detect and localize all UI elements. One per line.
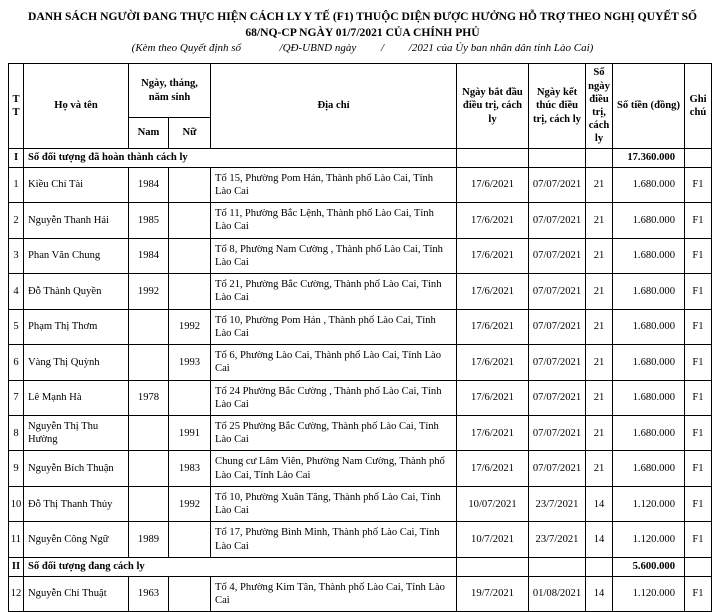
cell-nam [129,486,169,521]
cell-no: 10 [9,486,24,521]
table-row [9,167,712,202]
cell-end: 23/7/2021 [529,522,586,557]
cell-amount: 17.360.000 [613,148,685,167]
cell-days: 21 [586,380,613,415]
cell-nam: 1992 [129,274,169,309]
cell-nu [169,576,211,611]
cell-no: 2 [9,203,24,238]
cell-address: Tổ 8, Phường Nam Cường , Thành phố Lào Cai, Tỉnh Lào Cai [211,238,457,273]
cell-amount: 1.680.000 [613,274,685,309]
cell-days: 21 [586,345,613,380]
cell-start: 17/6/2021 [457,415,529,450]
cell-nu [169,167,211,202]
header-dob-male: Nam [129,117,169,148]
cell-nam: 1963 [129,576,169,611]
header-start-date: Ngày bắt đầu điều trị, cách ly [457,64,529,148]
cell-days [586,148,613,167]
header-amount: Số tiền (đồng) [613,64,685,148]
section-row [9,557,712,576]
cell-end: 07/07/2021 [529,274,586,309]
cell-days: 14 [586,522,613,557]
table-row [9,380,712,415]
cell-address: Tổ 17, Phường Bình Minh, Thành phố Lào Cai, Tỉnh Lào Cai [211,522,457,557]
cell-address: Tổ 15, Phường Pom Hán, Thành phố Lào Cai, Tỉnh Lào Cai [211,167,457,202]
cell-end [529,148,586,167]
cell-amount: 1.120.000 [613,522,685,557]
cell-address: Tổ 6, Phường Lào Cai, Thành phố Lào Cai, Tỉnh Lào Cai [211,345,457,380]
cell-no: 6 [9,345,24,380]
cell-nu: 1992 [169,309,211,344]
cell-note: F1 [685,238,712,273]
cell-no: 3 [9,238,24,273]
cell-name: Kiều Chí Tài [24,167,129,202]
cell-note: F1 [685,451,712,486]
cell-nu [169,238,211,273]
table-row [9,274,712,309]
cell-name: Nguyễn Thị Thu Hường [24,415,129,450]
cell-label: Số đối tượng đã hoàn thành cách ly [24,148,457,167]
cell-end: 07/07/2021 [529,167,586,202]
cell-address: Tổ 10, Phường Xuân Tăng, Thành phố Lào Cai, Tỉnh Lào Cai [211,486,457,521]
cell-no: 4 [9,274,24,309]
table-row [9,309,712,344]
cell-note: F1 [685,345,712,380]
table-header [9,64,712,148]
cell-end: 07/07/2021 [529,451,586,486]
header-name: Họ và tên [24,64,129,148]
cell-start: 10/07/2021 [457,486,529,521]
cell-nu: 1993 [169,345,211,380]
cell-note: F1 [685,203,712,238]
cell-days: 14 [586,576,613,611]
table-row [9,522,712,557]
cell-days: 21 [586,203,613,238]
cell-start: 17/6/2021 [457,274,529,309]
cell-no: I [9,148,24,167]
cell-amount: 1.680.000 [613,380,685,415]
cell-start: 17/6/2021 [457,167,529,202]
cell-name: Đỗ Thành Quyền [24,274,129,309]
cell-end: 07/07/2021 [529,238,586,273]
cell-end: 23/7/2021 [529,486,586,521]
cell-address: Tổ 10, Phường Pom Hán , Thành phố Lào Cai, Tỉnh Lào Cai [211,309,457,344]
cell-days: 21 [586,274,613,309]
cell-end: 07/07/2021 [529,380,586,415]
cell-name: Phan Văn Chung [24,238,129,273]
table-row [9,576,712,611]
cell-note: F1 [685,309,712,344]
table-row [9,203,712,238]
header-days: Số ngày điều trị, cách ly [586,64,613,148]
cell-address: Tổ 24 Phường Bắc Cường , Thành phố Lào Cai, Tỉnh Lào Cai [211,380,457,415]
quarantine-support-table [8,63,712,612]
cell-no: 9 [9,451,24,486]
cell-note: F1 [685,415,712,450]
cell-nu: 1991 [169,415,211,450]
cell-start: 17/6/2021 [457,451,529,486]
cell-nu: 1983 [169,451,211,486]
cell-start: 17/6/2021 [457,380,529,415]
header-address: Địa chỉ [211,64,457,148]
cell-note: F1 [685,486,712,521]
cell-note: F1 [685,167,712,202]
section-row [9,148,712,167]
cell-end: 07/07/2021 [529,415,586,450]
cell-nam [129,451,169,486]
cell-amount: 1.120.000 [613,486,685,521]
cell-address: Tổ 21, Phường Bắc Cường, Thành phố Lào Cai, Tỉnh Lào Cai [211,274,457,309]
cell-days: 21 [586,238,613,273]
cell-address: Tổ 25 Phường Bắc Cường, Thành phố Lào Cai, Tỉnh Lào Cai [211,415,457,450]
cell-nam: 1984 [129,167,169,202]
cell-amount: 1.680.000 [613,167,685,202]
cell-days: 21 [586,167,613,202]
cell-end: 07/07/2021 [529,309,586,344]
cell-nu [169,522,211,557]
cell-name: Phạm Thị Thơm [24,309,129,344]
cell-nu: 1992 [169,486,211,521]
cell-end [529,557,586,576]
table-row [9,451,712,486]
cell-no: II [9,557,24,576]
cell-name: Nguyễn Bích Thuận [24,451,129,486]
cell-nam [129,309,169,344]
cell-name: Đỗ Thị Thanh Thủy [24,486,129,521]
cell-amount: 5.600.000 [613,557,685,576]
cell-end: 07/07/2021 [529,203,586,238]
cell-name: Vàng Thị Quỳnh [24,345,129,380]
cell-address: Tổ 11, Phường Bắc Lệnh, Thành phố Lào Cai, Tỉnh Lào Cai [211,203,457,238]
cell-start: 17/6/2021 [457,345,529,380]
cell-no: 5 [9,309,24,344]
page-title: DANH SÁCH NGƯỜI ĐANG THỰC HIỆN CÁCH LY Y TẾ (F1) THUỘC DIỆN ĐƯỢC HƯỞNG HỖ TRỢ THEO NGHỊ QUYẾT SỐ 68/NQ-CP NGÀY 01/7/2021 CỦA CHÍNH PHỦ [27,10,698,39]
cell-days: 21 [586,309,613,344]
page-subtitle: (Kèm theo Quyết định số /QĐ-UBND ngày / /2021 của Ủy ban nhân dân tỉnh Lào Cai) [131,42,594,55]
cell-name: Lê Mạnh Hà [24,380,129,415]
cell-days [586,557,613,576]
header-note: Ghi chú [685,64,712,148]
cell-no: 11 [9,522,24,557]
cell-name: Nguyễn Công Ngữ [24,522,129,557]
cell-amount: 1.680.000 [613,309,685,344]
cell-note [685,557,712,576]
header-dob-group: Ngày, tháng, năm sinh [129,64,211,117]
cell-nam: 1989 [129,522,169,557]
table-row [9,345,712,380]
cell-nu [169,274,211,309]
header-end-date: Ngày kết thúc điều trị, cách ly [529,64,586,148]
cell-amount: 1.680.000 [613,345,685,380]
cell-end: 07/07/2021 [529,345,586,380]
header-tt: TT [9,64,24,148]
cell-address: Tổ 4, Phường Kim Tân, Thành phố Lào Cai, Tỉnh Lào Cai [211,576,457,611]
cell-amount: 1.120.000 [613,576,685,611]
cell-start: 17/6/2021 [457,238,529,273]
cell-nam [129,345,169,380]
cell-amount: 1.680.000 [613,451,685,486]
cell-note: F1 [685,380,712,415]
cell-days: 14 [586,486,613,521]
cell-days: 21 [586,451,613,486]
cell-days: 21 [586,415,613,450]
cell-nam [129,415,169,450]
cell-nam: 1978 [129,380,169,415]
cell-amount: 1.680.000 [613,203,685,238]
cell-start: 17/6/2021 [457,309,529,344]
header-dob-female: Nữ [169,117,211,148]
cell-end: 01/08/2021 [529,576,586,611]
cell-start: 17/6/2021 [457,203,529,238]
cell-nam: 1984 [129,238,169,273]
cell-amount: 1.680.000 [613,238,685,273]
cell-note [685,148,712,167]
table-body [9,148,712,612]
cell-no: 8 [9,415,24,450]
cell-note: F1 [685,576,712,611]
cell-name: Nguyễn Thanh Hải [24,203,129,238]
cell-address: Chung cư Lâm Viên, Phường Nam Cường, Thành phố Lào Cai, Tỉnh Lào Cai [211,451,457,486]
cell-start: 19/7/2021 [457,576,529,611]
cell-no: 7 [9,380,24,415]
table-row [9,238,712,273]
cell-nu [169,380,211,415]
cell-amount: 1.680.000 [613,415,685,450]
cell-start: 10/7/2021 [457,522,529,557]
cell-no: 12 [9,576,24,611]
cell-nam: 1985 [129,203,169,238]
table-row [9,415,712,450]
cell-note: F1 [685,522,712,557]
cell-name: Nguyễn Chí Thuật [24,576,129,611]
cell-label: Số đối tượng đang cách ly [24,557,457,576]
cell-nu [169,203,211,238]
table-row [9,486,712,521]
cell-note: F1 [685,274,712,309]
cell-no: 1 [9,167,24,202]
cell-start [457,148,529,167]
cell-start [457,557,529,576]
